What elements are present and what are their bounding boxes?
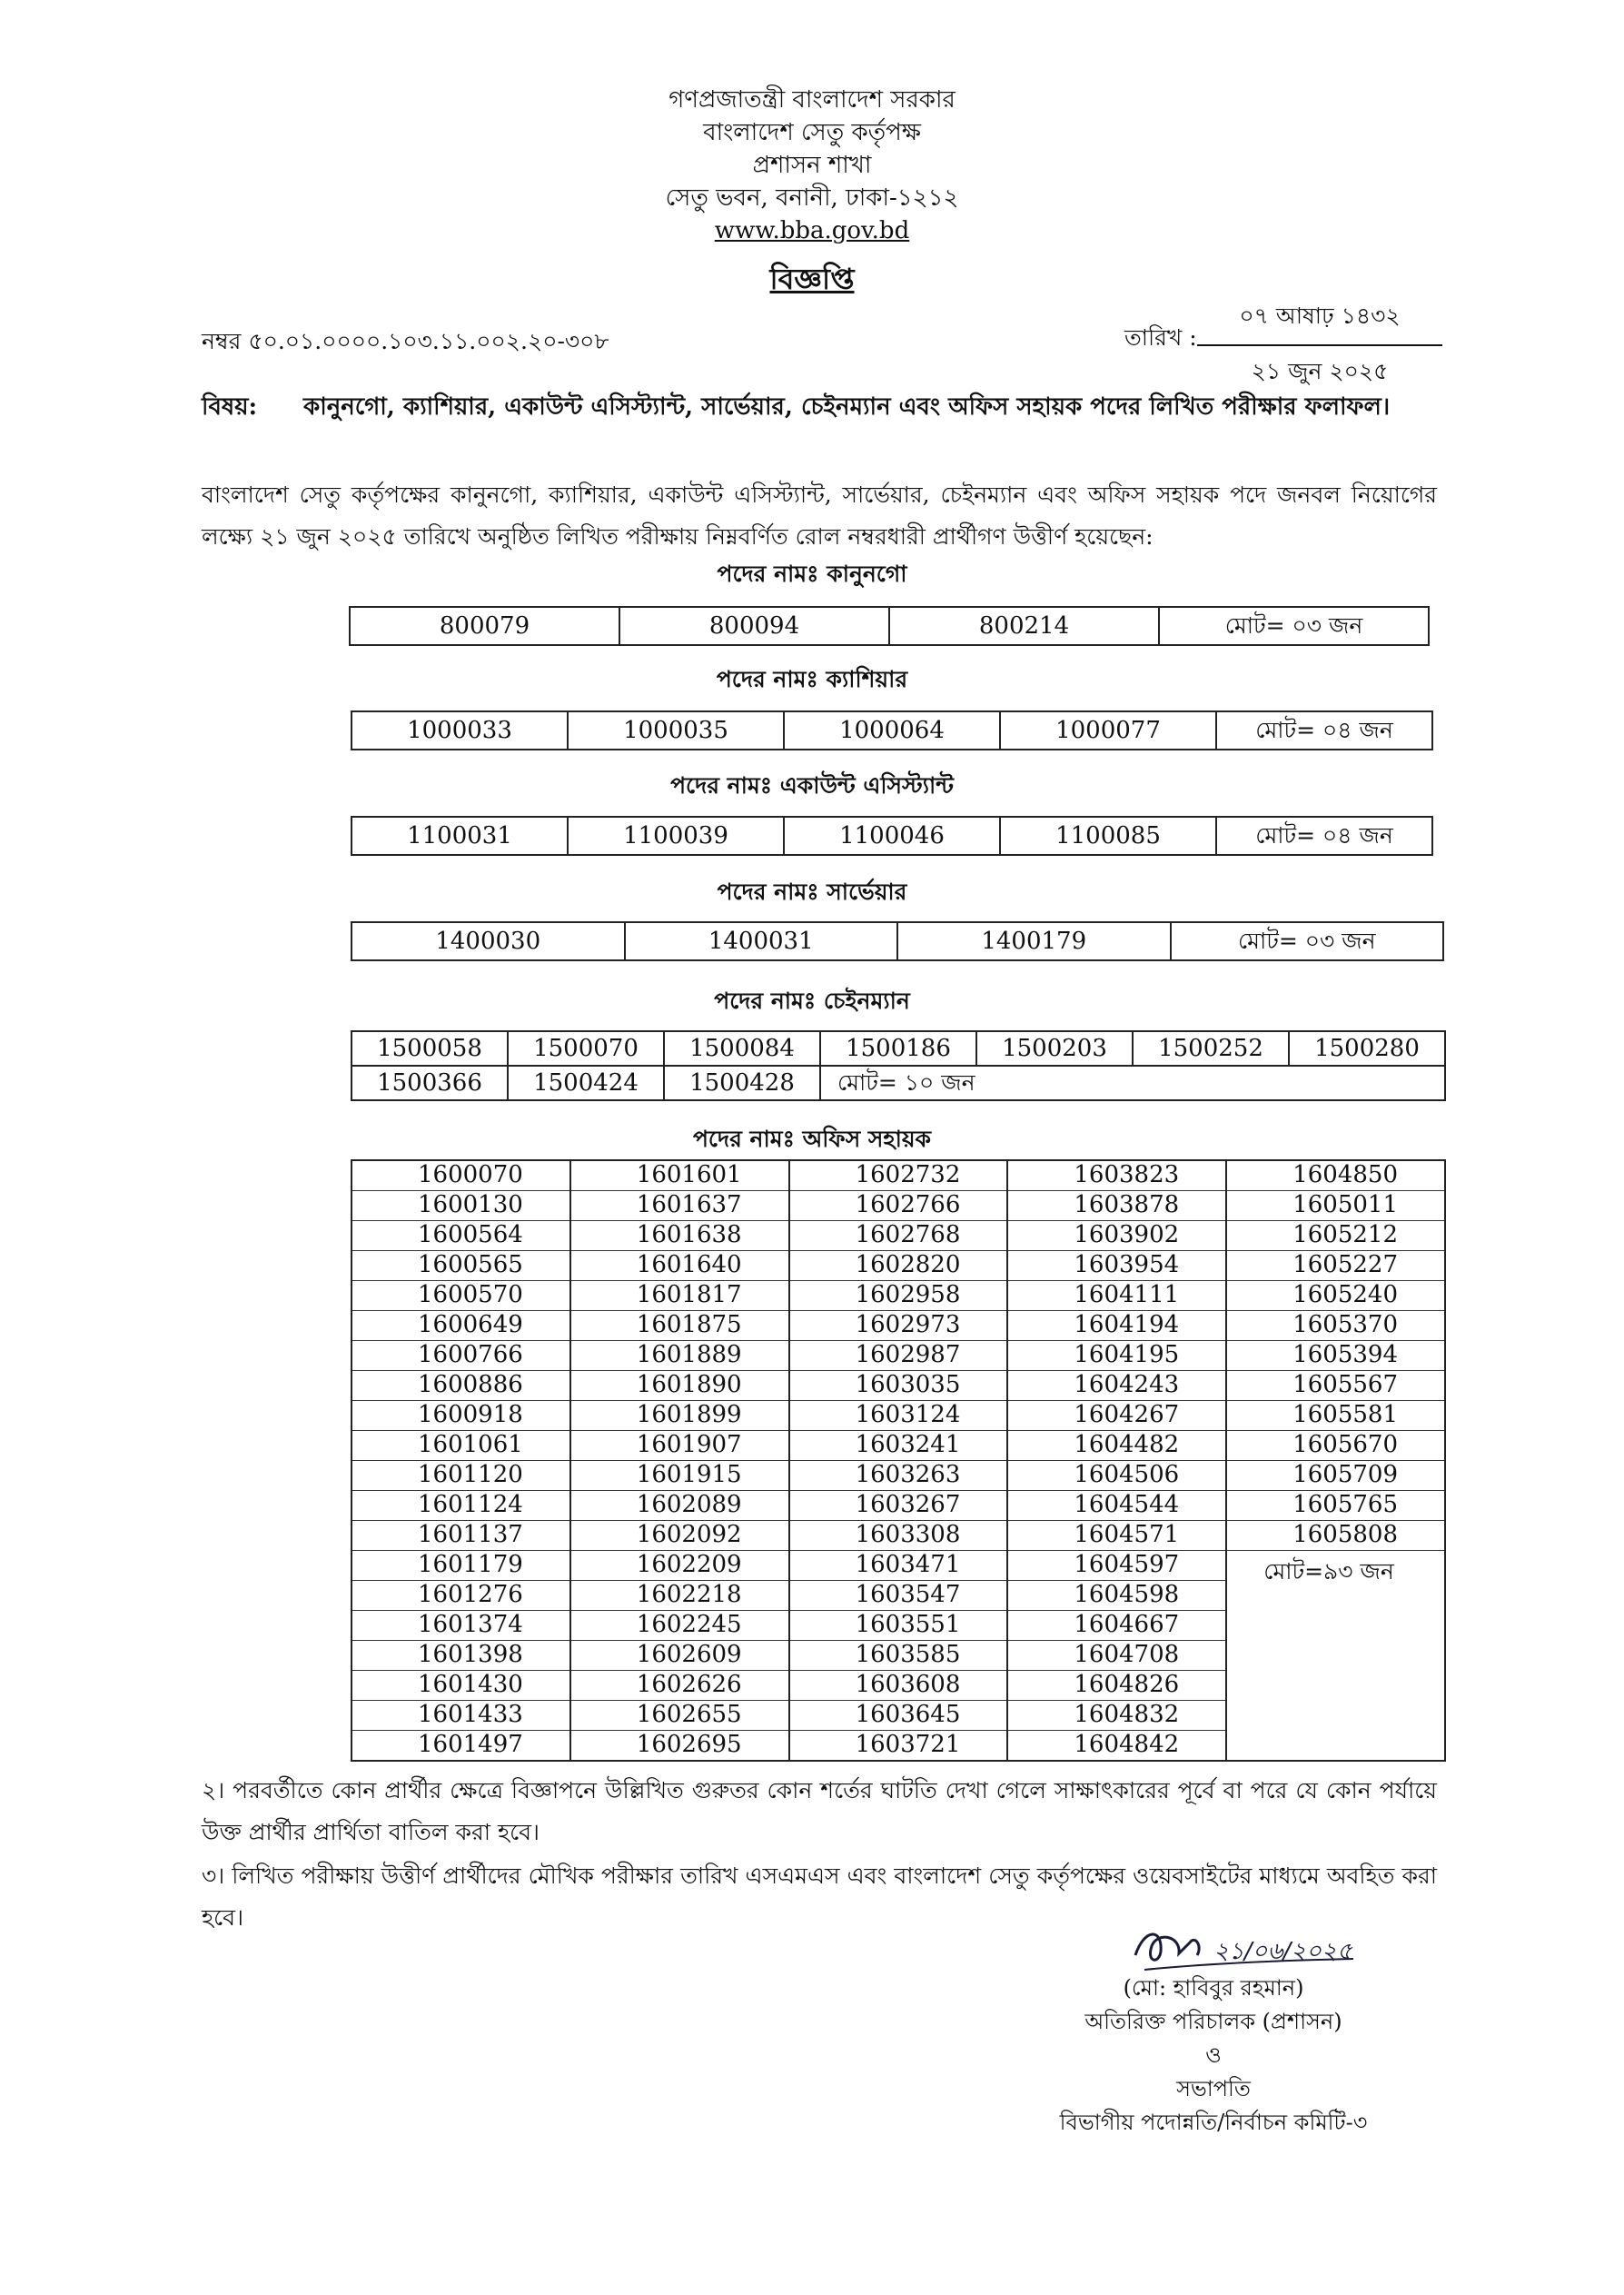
roll-cell: 1000033 (352, 711, 568, 750)
roll-cell: 1605240 (1226, 1281, 1445, 1311)
roll-cell: 1601137 (352, 1521, 570, 1551)
paragraph-3: ৩। লিখিত পরীক্ষায় উত্তীর্ণ প্রার্থীদের মৌখিক পরীক্ষার তারিখ এসএমএস এবং বাংলাদেশ সেতু কর্তৃপক্ষের ওয়েবসাইটের মাধ্যমে অবহিত করা হবে। (202, 1863, 1437, 1931)
roll-cell: 1601890 (570, 1371, 789, 1401)
roll-cell: 1604267 (1007, 1401, 1226, 1431)
roll-cell: 1603954 (1007, 1251, 1226, 1281)
table-row (352, 1431, 1445, 1461)
roll-cell: 1100031 (352, 817, 568, 855)
date-english: ২১ জুন ২০২৫ (1251, 358, 1389, 384)
roll-cell: 1605670 (1226, 1431, 1445, 1461)
roll-cell: 1500428 (664, 1066, 820, 1100)
roll-cell: 1605581 (1226, 1401, 1445, 1431)
roll-cell: 1602245 (570, 1611, 789, 1641)
signatory-block (986, 1972, 1441, 2140)
roll-cell: 1600766 (352, 1341, 570, 1371)
website-link[interactable]: www.bba.gov.bd (714, 217, 910, 244)
total-cell: মোট= ১০ জন (820, 1066, 1445, 1100)
roll-cell: 1603547 (789, 1581, 1008, 1611)
roll-cell: 1603608 (789, 1671, 1008, 1701)
roll-cell: 1601398 (352, 1641, 570, 1671)
roll-cell: 1604482 (1007, 1431, 1226, 1461)
roll-cell: 1600886 (352, 1371, 570, 1401)
roll-cell: 1602209 (570, 1551, 789, 1581)
post-title-chainman: পদের নামঃ চেইনম্যান (714, 988, 910, 1014)
table-row (352, 1281, 1445, 1311)
total-cell: মোট= ০৩ জন (1159, 607, 1429, 645)
roll-cell: 1603263 (789, 1461, 1008, 1491)
roll-cell: 1603721 (789, 1731, 1008, 1762)
roll-cell: 1601124 (352, 1491, 570, 1521)
roll-cell: 1500186 (820, 1031, 976, 1066)
roll-cell: 1600130 (352, 1191, 570, 1221)
roll-cell: 1600570 (352, 1281, 570, 1311)
roll-cell: 1604826 (1007, 1671, 1226, 1701)
roll-cell: 1000064 (784, 711, 1000, 750)
committee-name: বিভাগীয় পদোন্নতি/নির্বাচন কমিটি-৩ (1059, 2110, 1368, 2135)
paragraph-2: ২। পরবর্তীতে কোন প্রার্থীর ক্ষেত্রে বিজ্ঞাপনে উল্লিখিত গুরুতর কোন শর্তের ঘাটতি দেখা গেলে সাক্ষাৎকারের পূর্বে বা পরে যে কোন পর্যায়ে উক্ত প্রার্থীর প্রার্থিতা বাতিল করা হবে। (202, 1777, 1437, 1845)
memo-number: নম্বর ৫০.০১.০০০০.১০৩.১১.০০২.২০-৩০৮ (202, 328, 609, 354)
roll-cell: 1603124 (789, 1401, 1008, 1431)
roll-cell: 1604194 (1007, 1311, 1226, 1341)
signatory-name: (মো: হাবিবুর রহমান) (1123, 1975, 1304, 2001)
signatory-conjunction: ও (1205, 2042, 1222, 2068)
roll-cell: 1604597 (1007, 1551, 1226, 1581)
roll-cell: 1603823 (1007, 1160, 1226, 1191)
roll-table-kanungo (349, 606, 1430, 646)
roll-cell: 1602973 (789, 1311, 1008, 1341)
total-cell: মোট= ০৪ জন (1216, 711, 1432, 750)
roll-cell: 1600918 (352, 1401, 570, 1431)
post-title-office-assistant: পদের নামঃ অফিস সহায়ক (692, 1126, 932, 1152)
roll-cell: 1604571 (1007, 1521, 1226, 1551)
roll-cell: 1603645 (789, 1701, 1008, 1731)
roll-cell: 1605567 (1226, 1371, 1445, 1401)
table-row (352, 1341, 1445, 1371)
roll-cell: 1500058 (352, 1031, 508, 1066)
roll-cell: 1604850 (1226, 1160, 1445, 1191)
roll-cell: 1601638 (570, 1221, 789, 1251)
roll-cell: 1100039 (568, 817, 784, 855)
roll-cell: 1605394 (1226, 1341, 1445, 1371)
total-cell: মোট= ০৪ জন (1216, 817, 1432, 855)
roll-cell: 1603308 (789, 1521, 1008, 1551)
table-row (352, 1311, 1445, 1341)
roll-cell: 1500203 (976, 1031, 1133, 1066)
roll-table-office-assistant (351, 1159, 1446, 1762)
roll-cell: 1604506 (1007, 1461, 1226, 1491)
date-label: তারিখ : (1124, 324, 1197, 351)
roll-cell: 1605808 (1226, 1521, 1445, 1551)
authority-name: বাংলাদেশ সেতু কর্তৃপক্ষ (703, 119, 921, 146)
roll-cell: 1100046 (784, 817, 1000, 855)
table-row (352, 1521, 1445, 1551)
govt-name: গণপ্রজাতন্ত্রী বাংলাদেশ সরকার (668, 86, 956, 114)
post-title-kanungo: পদের নামঃ কানুনগো (717, 561, 907, 587)
post-title-surveyor: পদের নামঃ সার্ভেয়ার (717, 879, 907, 905)
roll-cell: 1601120 (352, 1461, 570, 1491)
roll-cell: 1500366 (352, 1066, 508, 1100)
roll-cell: 1604832 (1007, 1701, 1226, 1731)
total-cell: মোট= ০৩ জন (1171, 922, 1444, 960)
roll-table-cashier (351, 710, 1433, 750)
roll-cell: 1605765 (1226, 1491, 1445, 1521)
roll-cell: 1500280 (1289, 1031, 1445, 1066)
roll-cell: 1603902 (1007, 1221, 1226, 1251)
roll-cell: 1601433 (352, 1701, 570, 1731)
roll-cell: 1601497 (352, 1731, 570, 1762)
roll-cell: 1000035 (568, 711, 784, 750)
roll-cell: 1603585 (789, 1641, 1008, 1671)
date-block (1197, 298, 1442, 392)
roll-cell: 1601601 (570, 1160, 789, 1191)
roll-cell: 1604598 (1007, 1581, 1226, 1611)
table-row (352, 1491, 1445, 1521)
table-row (352, 1551, 1445, 1581)
post-title-account-assistant: পদের নামঃ একাউন্ট এসিস্ট্যান্ট (670, 772, 954, 799)
post-title-cashier: পদের নামঃ ক্যাশিয়ার (716, 666, 908, 692)
subject (202, 387, 1437, 427)
roll-cell: 1602766 (789, 1191, 1008, 1221)
roll-cell: 1603241 (789, 1431, 1008, 1461)
roll-cell: 1604544 (1007, 1491, 1226, 1521)
roll-cell: 1601640 (570, 1251, 789, 1281)
roll-cell: 1602609 (570, 1641, 789, 1671)
table-row (352, 1371, 1445, 1401)
roll-cell: 1602218 (570, 1581, 789, 1611)
roll-cell: 1602626 (570, 1671, 789, 1701)
roll-cell: 1604111 (1007, 1281, 1226, 1311)
roll-cell: 1600565 (352, 1251, 570, 1281)
roll-cell: 1604195 (1007, 1341, 1226, 1371)
roll-cell: 1601179 (352, 1551, 570, 1581)
roll-cell: 1605709 (1226, 1461, 1445, 1491)
roll-cell: 1605227 (1226, 1251, 1445, 1281)
roll-cell: 1602768 (789, 1221, 1008, 1251)
roll-cell: 1400030 (352, 922, 625, 960)
roll-cell: 1601915 (570, 1461, 789, 1491)
roll-cell: 1602732 (789, 1160, 1008, 1191)
roll-cell: 1602655 (570, 1701, 789, 1731)
subject-text: কানুনগো, ক্যাশিয়ার, একাউন্ট এসিস্ট্যান্ট, সার্ভেয়ার, চেইনম্যান এবং অফিস সহায়ক পদের লিখিত পরীক্ষার ফলাফল। (303, 393, 1391, 421)
roll-cell: 1601907 (570, 1431, 789, 1461)
roll-cell: 1604708 (1007, 1641, 1226, 1671)
roll-cell: 800094 (619, 607, 889, 645)
signatory-designation: অতিরিক্ত পরিচালক (প্রশাসন) (1084, 2009, 1342, 2034)
roll-cell: 1602987 (789, 1341, 1008, 1371)
intro-paragraph: বাংলাদেশ সেতু কর্তৃপক্ষের কানুনগো, ক্যাশিয়ার, একাউন্ট এসিস্ট্যান্ট, সার্ভেয়ার, চেইনম্যান এবং অফিস সহায়ক পদে জনবল নিয়োগের লক্ষ্যে ২১ জুন ২০২৫ তারিখে অনুষ্ঠিত লিখিত পরীক্ষায় নিম্নবর্ণিত রোল নম্বরধারী প্রার্থীগণ উত্তীর্ণ হয়েছেন: (202, 482, 1437, 550)
roll-cell: 1601637 (570, 1191, 789, 1221)
roll-cell: 1602958 (789, 1281, 1008, 1311)
roll-cell: 1601889 (570, 1341, 789, 1371)
roll-cell: 1600070 (352, 1160, 570, 1191)
table-row (352, 1461, 1445, 1491)
roll-cell: 1605212 (1226, 1221, 1445, 1251)
table-row (352, 1401, 1445, 1431)
roll-cell: 1603551 (789, 1611, 1008, 1641)
roll-cell: 1600564 (352, 1221, 570, 1251)
table-row (352, 1160, 1445, 1191)
roll-cell: 1605011 (1226, 1191, 1445, 1221)
roll-cell: 1100085 (1000, 817, 1216, 855)
roll-cell: 1602820 (789, 1251, 1008, 1281)
roll-cell: 1602092 (570, 1521, 789, 1551)
roll-cell: 1000077 (1000, 711, 1216, 750)
roll-cell: 1603878 (1007, 1191, 1226, 1221)
table-row (352, 1221, 1445, 1251)
roll-cell: 1603471 (789, 1551, 1008, 1581)
roll-cell: 1604243 (1007, 1371, 1226, 1401)
roll-cell: 1400031 (625, 922, 898, 960)
roll-cell: 1400179 (897, 922, 1171, 960)
table-row (352, 1191, 1445, 1221)
roll-cell: 1601374 (352, 1611, 570, 1641)
roll-cell: 800214 (889, 607, 1159, 645)
roll-cell: 1500424 (508, 1066, 664, 1100)
roll-cell: 1500084 (664, 1031, 820, 1066)
roll-cell: 1604667 (1007, 1611, 1226, 1641)
roll-cell: 800079 (350, 607, 619, 645)
signatory-role: সভাপতি (1176, 2076, 1251, 2101)
roll-cell: 1601899 (570, 1401, 789, 1431)
roll-cell: 1602695 (570, 1731, 789, 1762)
table-row (352, 1251, 1445, 1281)
roll-cell: 1602089 (570, 1491, 789, 1521)
letterhead (0, 84, 1624, 247)
date-bangla: ০৭ আষাঢ় ১৪৩২ (1197, 298, 1442, 346)
roll-cell: 1603035 (789, 1371, 1008, 1401)
roll-table-surveyor (351, 921, 1444, 961)
roll-cell: 1600649 (352, 1311, 570, 1341)
roll-cell: 1603267 (789, 1491, 1008, 1521)
total-cell: মোট=৯৩ জন (1226, 1551, 1445, 1762)
branch-name: প্রশাসন শাখা (752, 152, 872, 179)
address: সেতু ভবন, বনানী, ঢাকা-১২১২ (665, 184, 959, 212)
roll-cell: 1601276 (352, 1581, 570, 1611)
signature-date: ২১/০৬/২০২৫ (1213, 1938, 1352, 1965)
subject-label: বিষয়: (202, 393, 258, 421)
roll-cell: 1605370 (1226, 1311, 1445, 1341)
roll-cell: 1500252 (1133, 1031, 1289, 1066)
roll-cell: 1604842 (1007, 1731, 1226, 1762)
notice-title: বিজ্ঞপ্তি (769, 262, 855, 296)
roll-cell: 1601875 (570, 1311, 789, 1341)
roll-cell: 1601061 (352, 1431, 570, 1461)
roll-cell: 1601817 (570, 1281, 789, 1311)
roll-table-chainman (351, 1030, 1446, 1101)
roll-cell: 1500070 (508, 1031, 664, 1066)
roll-table-account-assistant (351, 816, 1433, 856)
roll-cell: 1601430 (352, 1671, 570, 1701)
